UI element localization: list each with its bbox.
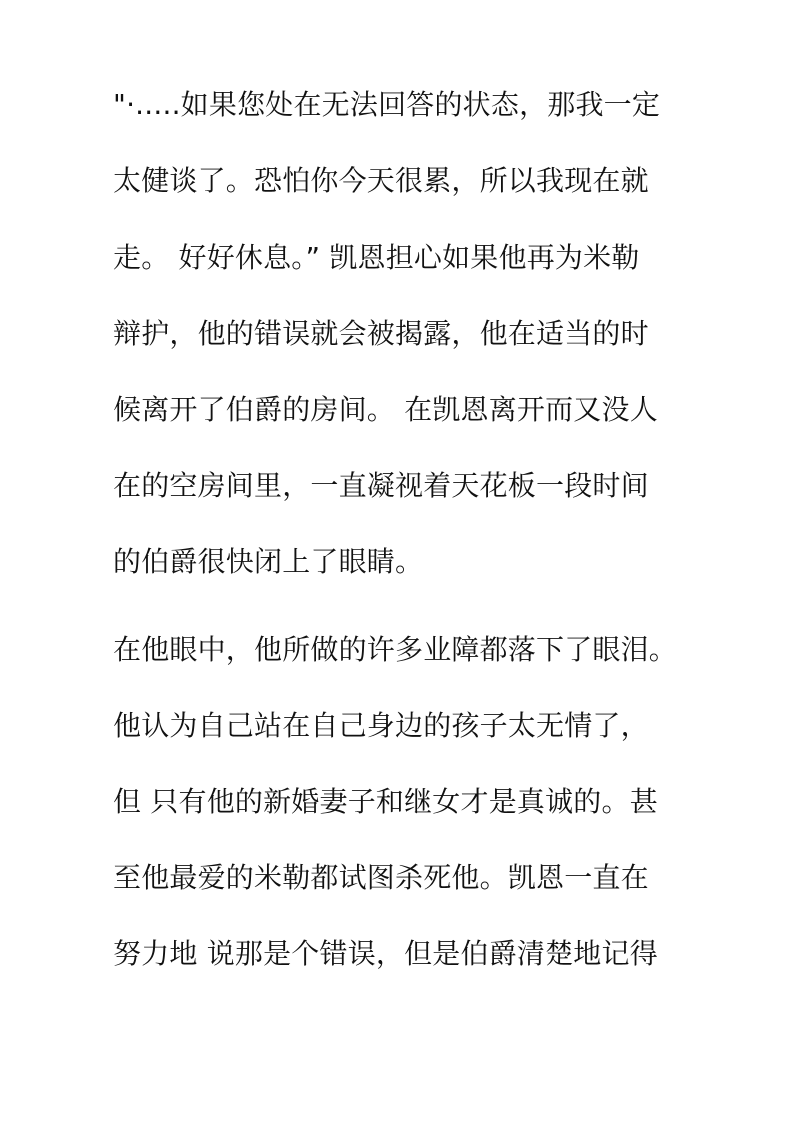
text-line: 走。 好好休息。” 凯恩担心如果他再为米勒 xyxy=(113,241,640,274)
text-line: "·.....如果您处在无法回答的状态，那我一定 xyxy=(113,88,661,121)
text-line: 但 只有他的新婚妻子和继女才是真诚的。甚 xyxy=(113,785,658,818)
text-line: 候离开了伯爵的房间。 在凯恩离开而又没人 xyxy=(113,393,658,426)
text-line: 努力地 说那是个错误，但是伯爵清楚地记得 xyxy=(113,937,658,970)
text-line: 至他最爱的米勒都试图杀死他。凯恩一直在 xyxy=(113,861,649,894)
text-line: 在的空房间里，一直凝视着天花板一段时间 xyxy=(113,469,649,502)
text-line: 他认为自己站在自己身边的孩子太无情了， xyxy=(113,709,649,742)
text-line: 辩护，他的错误就会被揭露，他在适当的时 xyxy=(113,317,649,350)
text-line: 太健谈了。恐怕你今天很累，所以我现在就 xyxy=(113,164,649,197)
text-line: 的伯爵很快闭上了眼睛。 xyxy=(113,545,424,578)
text-line: 在他眼中，他所做的许多业障都落下了眼泪。 xyxy=(113,633,678,666)
